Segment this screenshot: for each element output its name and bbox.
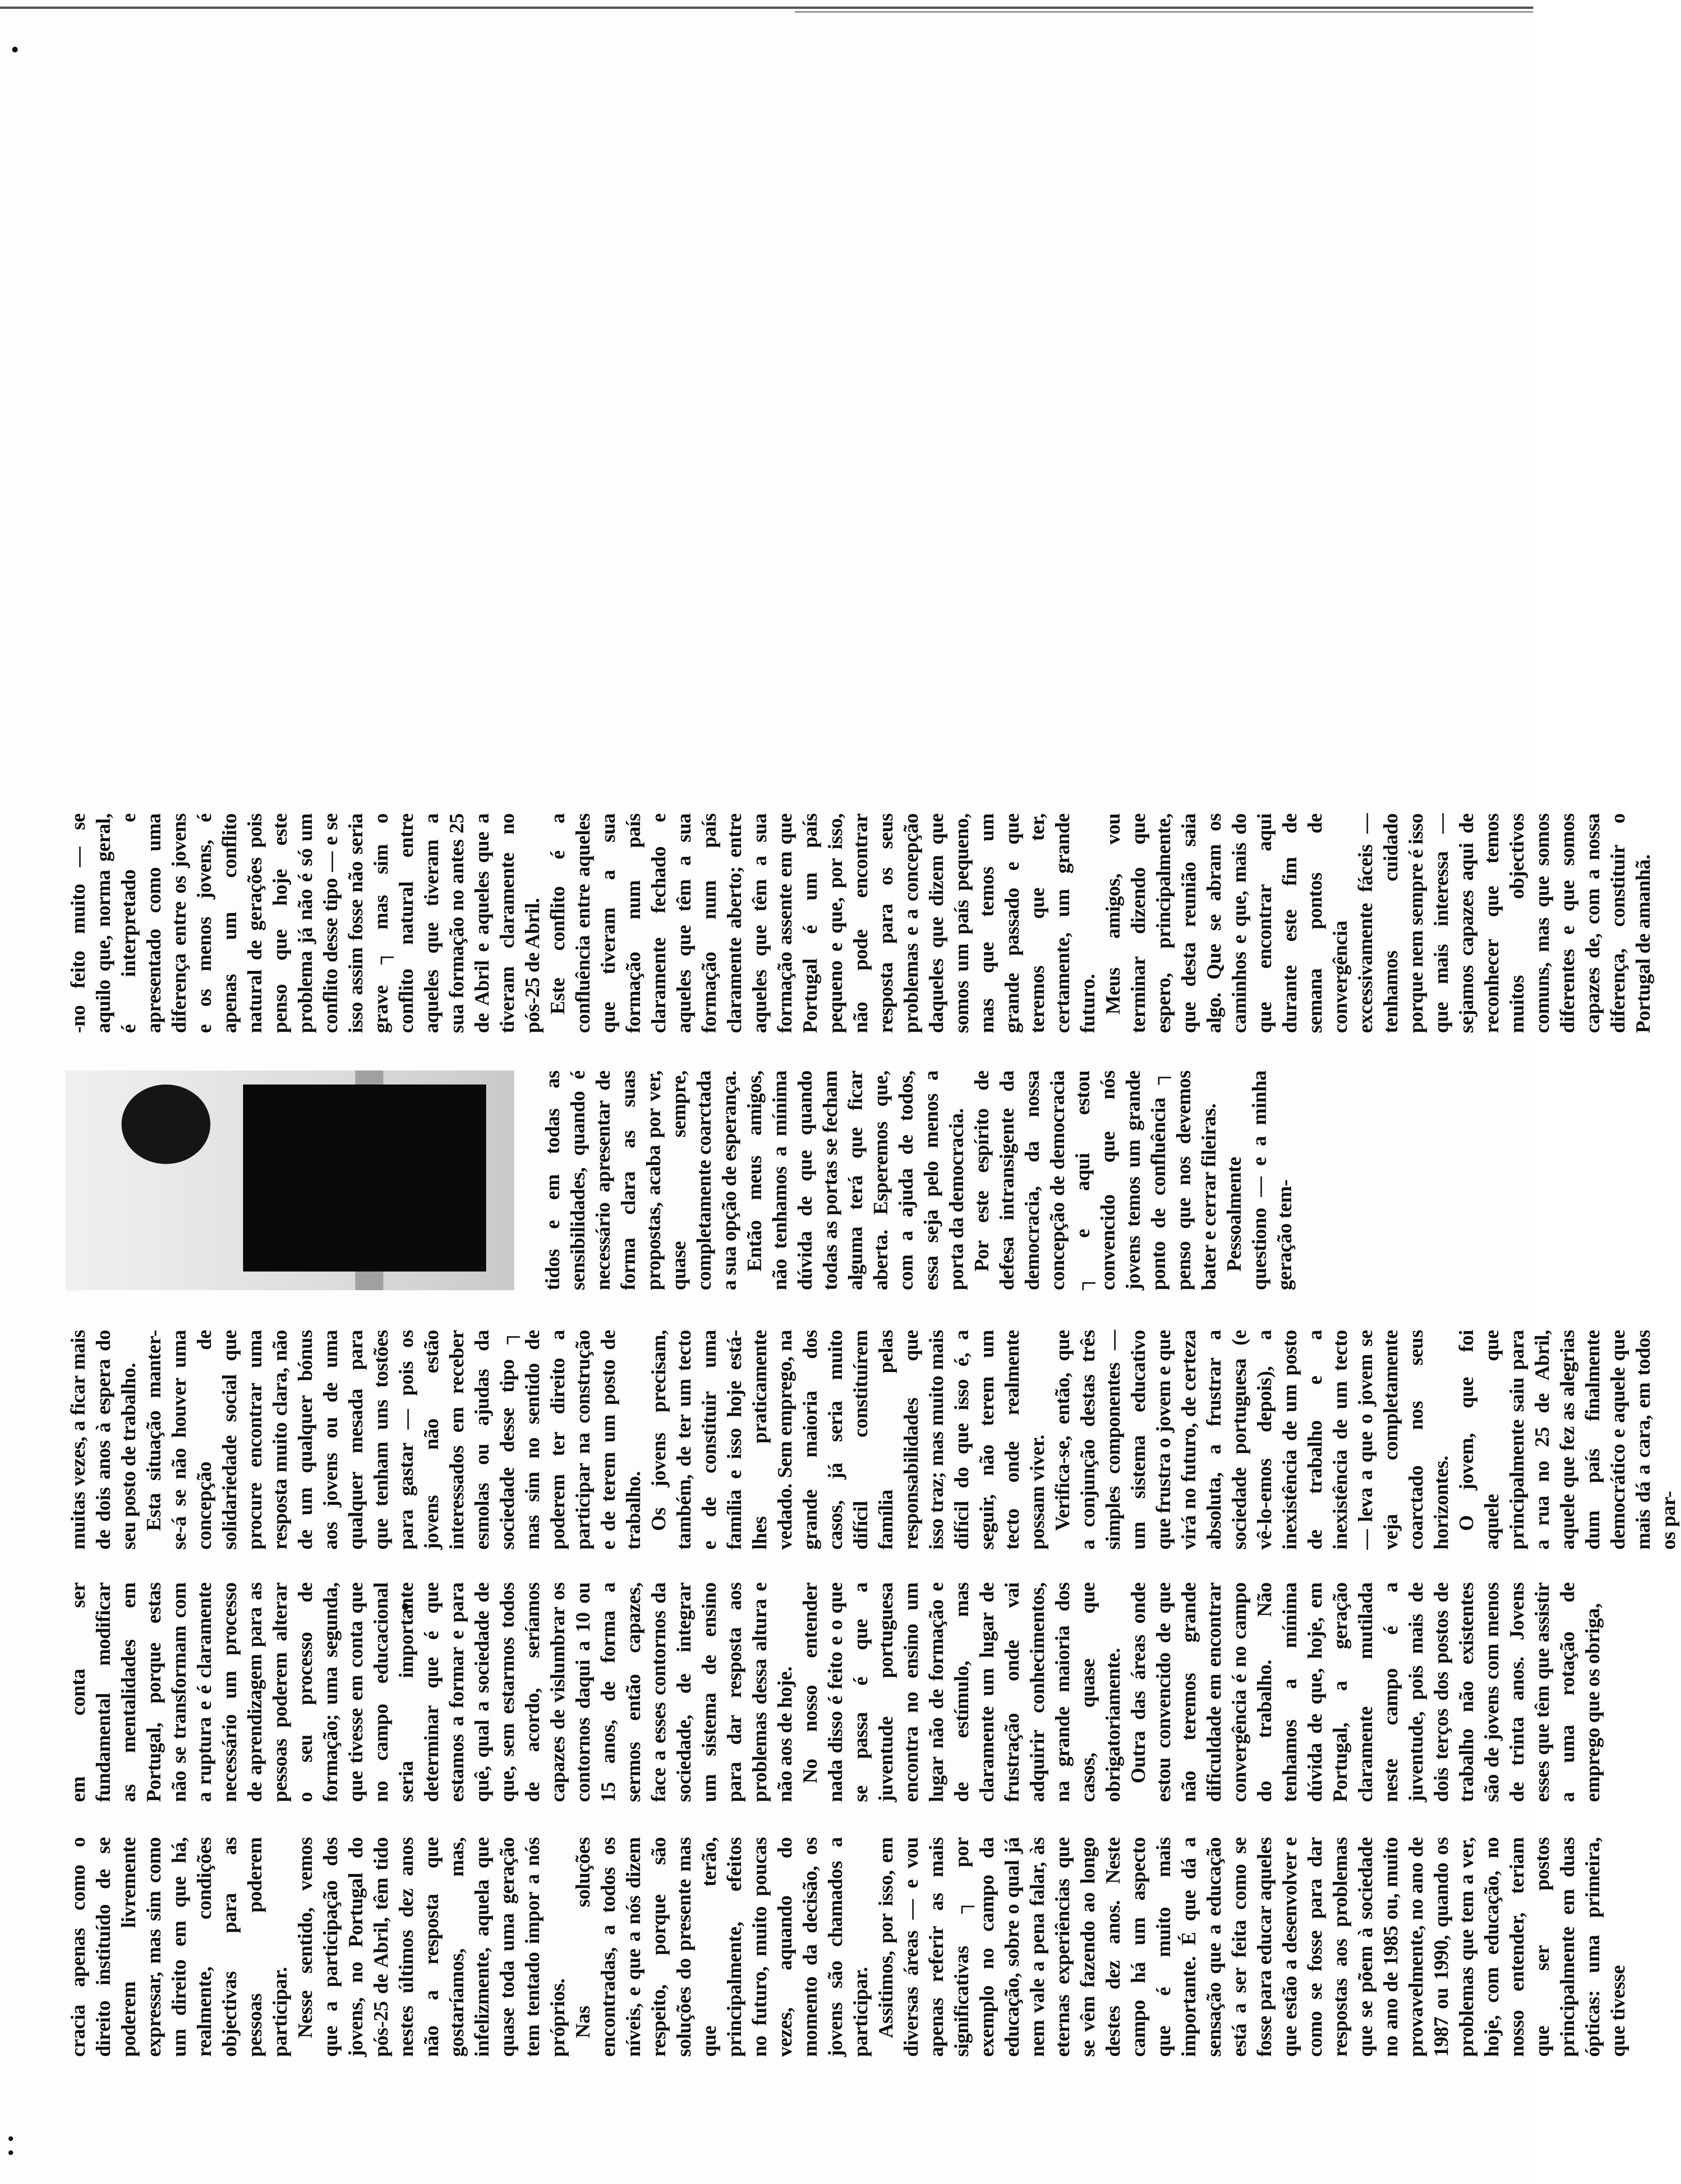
paragraph: Esta situação manter-se-á se não houver uma concepção de solidariedade social que procure encontrar uma resposta muito clara, não de um qualquer bónus aos jovens ou de uma qualquer mesada para que tenham uns tostões para gastar — pois os jovens não estão interessados em receber esmolas ou ajudas da sociedade desse tipo ┐ mas sim no sentido de poderem ter direito a participar na construção e de terem um posto de trabalho. <box>143 1330 645 1550</box>
paragraph: em conta ser fundamental modificar as mentalidades em Portugal, porque estas não se transformam com a ruptura e é claramente necessário um processo de aprendizagem para as pessoas poderem alterar o seu processo de formação; uma segunda, que tivesse em conta que no campo educacional seria importante determinar que é que estamos a formar e para quê, qual a sociedade de que, sem estarmos todos de acordo, seríamos capazes de vislumbrar os contornos daqui a 10 ou 15 anos, de forma a sermos então capazes, face a esses contornos da sociedade, de integrar um sistema de ensino para dar resposta aos problemas dessa altura e não aos de hoje. <box>67 1582 796 1802</box>
article-column-4 <box>540 1070 1458 1290</box>
paragraph: cracia apenas como o direito instituído de se poderem livremente expressar, mas sim como um direito em que há, realmente, condições objectivas para as pessoas poderem participar. <box>67 1837 291 2057</box>
scan-speck <box>8 2136 13 2141</box>
paragraph: -no feito muito — se aquilo que, norma geral, é interpretado e apresentado como uma diferença entre os jovens e os menos jovens, é apenas um conflito natural de gerações pois penso que hoje este problema já não é só um conflito desse tipo — e se isso assim fosse não seria grave ┐ mas sim o conflito natural entre aqueles que tiveram a sua formação no antes 25 de Abril e aqueles que a tiveram claramente no pós-25 de Abril. <box>67 813 544 1033</box>
paragraph: Outra das áreas onde estou convencido de que não teremos grande dificuldade em encontrar convergência é no campo do trabalho. Não tenhamos a mínima dúvida de que, hoje, em Portugal, a geração claramente mutilada neste campo é a juventude, pois mais de dois terços dos postos de trabalho não existentes são de jovens com menos de trinta anos. Jovens esses que têm que assistir a uma rotação de emprego que os obriga, <box>1127 1582 1604 1802</box>
scan-speck <box>8 2150 13 2155</box>
paragraph: Os jovens precisam, também, de ter um tecto e de constituir uma família e isso hoje está-lhes praticamente vedado. Sem emprego, na grande maioria dos casos, já seria muito difícil constituírem família pelas responsabilidades que isso traz; mas muito mais difícil do que isso é, a seguir, não terem um tecto onde realmente possam viver. <box>647 1330 1049 1550</box>
paragraph: Assitimos, por isso, em diversas áreas — e vou apenas referir as mais significativas ┐ por exemplo no campo da educação, sobre o qual já nem vale a pena falar, às eternas experiências que se vêm fazendo ao longo destes dez anos. Neste campo há um aspecto que é muito mais importante. É que dá a sensação que a educação está a ser feita como se fosse para educar aqueles que estão a desenvolver e como se fosse para dar respostas aos problemas que se põem à sociedade no ano de 1985 ou, muito provavelmente, no ano de 1987 ou 1990, quando os problemas que tem a ver, hoje, com educação, no nosso entender, teriam que ser postos principalmente em duas ópticas: uma primeira, que tivesse <box>875 1837 1629 2057</box>
article-column-3 <box>65 1330 1680 1550</box>
paragraph: Este conflito é a confluência entre aqueles que tiveram a sua formação num país claramente fechado e aqueles que têm a sua formação num país claramente aberto; entre aqueles que têm a sua formação assente em que Portugal é um país pequeno e que, por isso, não pode encontrar resposta para os seus problemas e a concepção daqueles que dizem que somos um país pequeno, mas que temos um grande passado e que teremos que ter, certamente, um grande futuro. <box>546 813 1099 1033</box>
paragraph: No nosso entender nada disso é feito e o que se passa é que a juventude portuguesa encontra no ensino um lugar não de formação e de estímulo, mas claramente um lugar de frustração onde vai adquirir conhecimentos, na grande maioria dos casos, quase que obrigatoriamente. <box>799 1582 1124 1802</box>
paragraph: Então meus amigos, não tenhamos a mínima dúvida de que quando todas as portas se fecham alguma terá que ficar aberta. Esperemos que, com a ajuda de todos, essa seja pelo menos a porta da democracia. <box>743 1070 968 1290</box>
paragraph: Por este espírito de defesa intransigente da democracia, da nossa concepção de democracia ┐ e aqui estou convencido que nós jovens temos um grande ponto de confluência ┐ penso que nos devemos bater e cerrar fileiras. <box>970 1070 1220 1290</box>
scan-speck <box>12 47 18 52</box>
photo-dark-area <box>243 1085 486 1272</box>
newspaper-article-rotated <box>65 210 1680 2057</box>
top-edge-rule <box>0 7 1533 9</box>
paragraph: Nesse sentido, vemos que a participação dos jovens, no Portugal do pós-25 de Abril, têm tido nestes últimos dez anos não a resposta que gostaríamos, mas, infelizmente, aquela que quase toda uma geração tem tentado impor a nós próprios. <box>294 1837 569 2057</box>
paragraph: O jovem, que foi aquele que principalmente saiu para a rua no 25 de Abril, aquele que fez as alegrias dum país finalmente democrático e aquele que mais dá a cara, em todos os par- <box>1455 1330 1680 1550</box>
paragraph: Pessoalmente questiono — e a minha geração tem- <box>1223 1070 1296 1290</box>
article-column-5 <box>65 813 1654 1033</box>
paragraph: Nas soluções encontradas, a todos os níveis, e que a nós dizem respeito, porque são soluções do presente mas que terão, principalmente, efeitos no futuro, muito poucas vezes, aquando do momento da decisão, os jovens são chamados a participar. <box>572 1837 872 2057</box>
paragraph: Verifica-se, então, que a conjunção destas três simples componentes — um sistema educativo que frustra o jovem e que virá no futuro, de certeza absoluta, a frustrar a sociedade portuguesa (e vê-lo-emos depois), a inexistência de um posto de trabalho e a inexistência de um tecto — leva a que o jovem se veja completamente coarctado nos seus horizontes. <box>1051 1330 1452 1550</box>
portrait-photo <box>65 1070 514 1290</box>
paragraph: Meus amigos, vou terminar dizendo que espero, principalmente, que desta reunião saia algo. Que se abram os caminhos e que, mais do que encontrar aqui durante este fim de semana pontos de convergência excessivamente fáceis — tenhamos cuidado porque nem sempre é isso que mais interessa — sejamos capazes aqui de reconhecer que temos muitos objectivos comuns, mas que somos diferentes e que somos capazes de, com a nossa diferença, constituir o Portugal de amanhã. <box>1102 813 1654 1033</box>
paragraph: muitas vezes, a ficar mais de dois anos à espera do seu posto de trabalho. <box>67 1330 140 1550</box>
top-edge-rule-secondary <box>795 11 1533 13</box>
paragraph: tidos e em todas as sensibilidades, quando é necessário apresentar de forma clara as suas propostas, acaba por ver, quase sempre, completamente coarctada a sua opção de esperança. <box>541 1070 740 1290</box>
article-column-1 <box>65 1837 1629 2057</box>
portrait-photo-icon <box>122 1085 210 1164</box>
article-column-2 <box>65 1582 1604 1802</box>
